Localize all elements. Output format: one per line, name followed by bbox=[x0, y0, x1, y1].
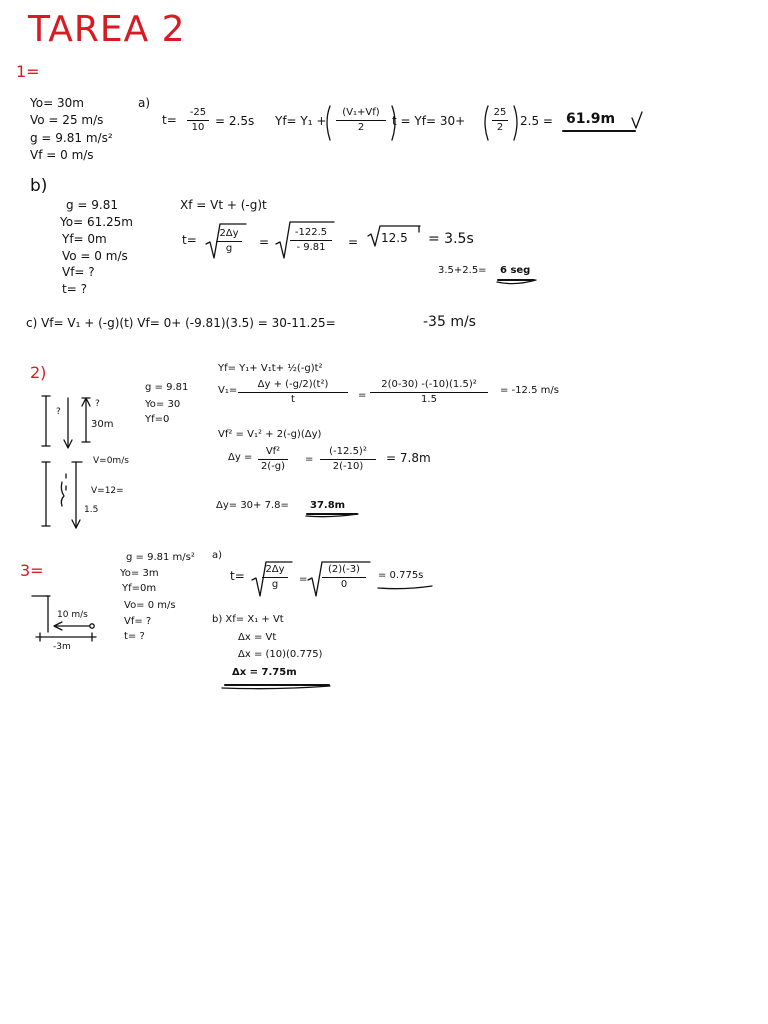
p1a-t-prefix: t= bbox=[162, 113, 177, 127]
p2-eq2-num2: 2(0-30) -(-10)(1.5)² bbox=[381, 379, 477, 390]
p1b-sqrt1-num: 2Δy bbox=[219, 228, 239, 239]
p2-diagram-label-v0: V=0m/s bbox=[93, 456, 129, 466]
p1c-line: c) Vf= V₁ + (-g)(t) Vf= 0+ (-9.81)(3.5) = 30-11.25= bbox=[26, 316, 336, 330]
p1b-eq1: Xf = Vt + (-g)t bbox=[180, 198, 267, 212]
p3-a-result: = 0.775s bbox=[378, 570, 424, 581]
p2-given-y0: Yo= 30 bbox=[145, 399, 181, 410]
p1a-yf-fraction bbox=[336, 108, 386, 133]
p2-diagram-label-v12: V=12= bbox=[91, 486, 124, 496]
p3-given-g: g = 9.81 m/s² bbox=[126, 552, 195, 563]
p2-diagram-down-arrow-head bbox=[64, 440, 72, 448]
p3-given-v0: Vo= 0 m/s bbox=[124, 600, 176, 611]
p1b-sqrt1-den: g bbox=[225, 243, 233, 254]
p2-eq5-answer: 37.8m bbox=[310, 500, 346, 511]
p2-given-yf: Yf=0 bbox=[145, 414, 170, 425]
p3a-result-underline bbox=[378, 586, 432, 589]
p3-diagram-label-distance: -3m bbox=[53, 642, 71, 652]
p1a-t-numerator: -25 bbox=[189, 107, 207, 118]
p2-eq2-result: = -12.5 m/s bbox=[500, 385, 559, 396]
b-given-v0: Vo = 0 m/s bbox=[62, 249, 128, 263]
p1b-extra: 3.5+2.5= bbox=[438, 265, 487, 276]
p2-given-g: g = 9.81 bbox=[145, 382, 189, 393]
p1a-yf-prefix: Yf= Y₁ + bbox=[275, 114, 327, 128]
problem-2-number: 2) bbox=[30, 363, 47, 382]
p3-diagram-velocity-arrow-head bbox=[54, 622, 62, 630]
p2-eq4-prefix: Δy = bbox=[228, 452, 253, 463]
p1a-answer-underline bbox=[562, 130, 636, 132]
p3-a-eq: = bbox=[299, 574, 308, 585]
p3-diagram-ball bbox=[90, 624, 94, 628]
p3-a-sqrt1-num: 2Δy bbox=[265, 564, 285, 575]
p2-eq4-num: Vf² bbox=[265, 446, 281, 457]
p2-diagram-up-arrow-head bbox=[82, 398, 90, 406]
p2-diagram-label-q2: ? bbox=[95, 399, 100, 409]
p2-diagram-label-q1: ? bbox=[56, 407, 61, 417]
p2-eq3: Vf² = V₁² + 2(-g)(Δy) bbox=[218, 429, 322, 440]
p1a-t-denominator: 10 bbox=[191, 122, 205, 133]
problem-3-number: 3= bbox=[20, 561, 44, 580]
p3-a-sqrt1-den: g bbox=[271, 579, 279, 590]
p3-given-yf: Yf=0m bbox=[122, 583, 157, 594]
p1c-answer: -35 m/s bbox=[423, 314, 476, 330]
part-b-label: b) bbox=[30, 176, 48, 196]
b-given-vf: Vf= ? bbox=[62, 265, 95, 279]
p3-a-sqrt2-fraction bbox=[322, 565, 366, 590]
p3-b-line3: Δx = (10)(0.775) bbox=[238, 649, 323, 660]
problem-1-number: 1= bbox=[16, 62, 40, 81]
b-given-y0: Yo= 61.25m bbox=[60, 215, 133, 229]
p1b-sqrt2-num: -122.5 bbox=[294, 227, 328, 238]
p3-a-t-prefix: t= bbox=[230, 569, 245, 583]
p2-diagram-label-30m: 30m bbox=[91, 419, 114, 430]
given-vf: Vf = 0 m/s bbox=[30, 148, 94, 162]
p1b-eq-sign2: = bbox=[348, 235, 359, 249]
given-y0: Yo= 30m bbox=[30, 96, 84, 110]
given-g: g = 9.81 m/s² bbox=[30, 131, 113, 145]
p1b-sqrt1-fraction bbox=[216, 229, 242, 254]
p2-eq4-den2: 2(-10) bbox=[332, 461, 364, 472]
p2-diagram-squiggle bbox=[61, 482, 64, 506]
p1a-left-paren bbox=[327, 106, 330, 140]
p1a-right-paren2 bbox=[514, 106, 517, 140]
p2-eq2-prefix: V₁= bbox=[218, 385, 238, 396]
p3b-answer-underline-2 bbox=[222, 686, 330, 689]
p2-eq4-den: 2(-g) bbox=[260, 461, 286, 472]
p1a-left-paren2 bbox=[485, 106, 488, 140]
p1b-eq-sign1: = bbox=[259, 235, 270, 249]
p3-diagram-label-velocity: 10 m/s bbox=[57, 610, 88, 620]
p2-diagram-label-1-5: 1.5 bbox=[84, 505, 99, 515]
p1a-answer: 61.9m bbox=[566, 111, 616, 127]
p1b-sqrt3: 12.5 bbox=[381, 231, 408, 245]
p1a-yf-mid: t = Yf= 30+ bbox=[392, 114, 466, 128]
given-v0: Vo = 25 m/s bbox=[30, 113, 104, 127]
page-title: TAREA 2 bbox=[28, 9, 186, 50]
p1a-yf-denominator: 2 bbox=[357, 122, 365, 133]
p3-b-answer: Δx = 7.75m bbox=[232, 667, 297, 678]
p2-eq1: Yf= Y₁+ V₁t+ ½(-g)t² bbox=[218, 363, 323, 374]
p1a-t-result: = 2.5s bbox=[215, 114, 255, 128]
p2-eq4-result: = 7.8m bbox=[386, 451, 431, 465]
p2-eq2-mid: = bbox=[358, 390, 367, 401]
b-given-g: g = 9.81 bbox=[66, 198, 119, 212]
p2-answer-underline bbox=[306, 513, 358, 515]
p3-a-sqrt2-den: 0 bbox=[340, 579, 348, 590]
p2-eq2-fraction2 bbox=[370, 380, 488, 405]
p2-eq2-num: Δy + (-g/2)(t²) bbox=[257, 379, 329, 390]
p1b-t-prefix: t= bbox=[182, 233, 197, 247]
p3-given-vf: Vf= ? bbox=[124, 616, 152, 627]
p1b-sqrt2-den: - 9.81 bbox=[296, 242, 326, 253]
p2-eq4-fraction2 bbox=[320, 447, 376, 472]
p3-b-answer-underline bbox=[224, 684, 330, 686]
p2-eq4-mid: = bbox=[305, 454, 314, 465]
p3-given-y0: Yo= 3m bbox=[120, 568, 159, 579]
b-given-t: t= ? bbox=[62, 282, 87, 296]
b-given-yf: Yf= 0m bbox=[62, 232, 107, 246]
p2-eq4-fraction bbox=[258, 447, 288, 472]
p2-eq2-fraction bbox=[238, 380, 348, 405]
p2-eq5: Δy= 30+ 7.8= bbox=[216, 500, 289, 511]
p1b-sqrt2-fraction bbox=[290, 228, 332, 253]
p1a-t-fraction bbox=[187, 108, 209, 133]
p1a-yf-numerator: (V₁+Vf) bbox=[342, 107, 380, 118]
p1b-result: = 3.5s bbox=[428, 231, 474, 247]
part-a-label: a) bbox=[138, 96, 151, 110]
p1a-yf-numerator2: 25 bbox=[493, 107, 507, 118]
p1a-yf-denominator2: 2 bbox=[496, 122, 504, 133]
p2-eq4-num2: (-12.5)² bbox=[329, 446, 367, 457]
p3-given-t: t= ? bbox=[124, 631, 145, 642]
p2-eq2-den2: 1.5 bbox=[421, 394, 437, 405]
p1a-yf-tail: 2.5 = bbox=[520, 114, 553, 128]
p3-b-line1: b) Xf= X₁ + Vt bbox=[212, 614, 284, 625]
p3-a-label: a) bbox=[212, 550, 223, 561]
p1b-extra-answer: 6 seg bbox=[500, 265, 531, 276]
p2-diagram-mid-arrow-head bbox=[72, 520, 80, 528]
p3-b-line2: Δx = Vt bbox=[238, 632, 277, 643]
p3-a-sqrt1-fraction bbox=[262, 565, 288, 590]
p1a-yf-fraction2 bbox=[492, 108, 508, 133]
p1b-extra-underline bbox=[497, 279, 535, 281]
p1a-check-mark bbox=[632, 112, 642, 128]
p3-a-sqrt2-num: (2)(-3) bbox=[328, 564, 360, 575]
p2-eq2-den: t bbox=[291, 394, 295, 405]
